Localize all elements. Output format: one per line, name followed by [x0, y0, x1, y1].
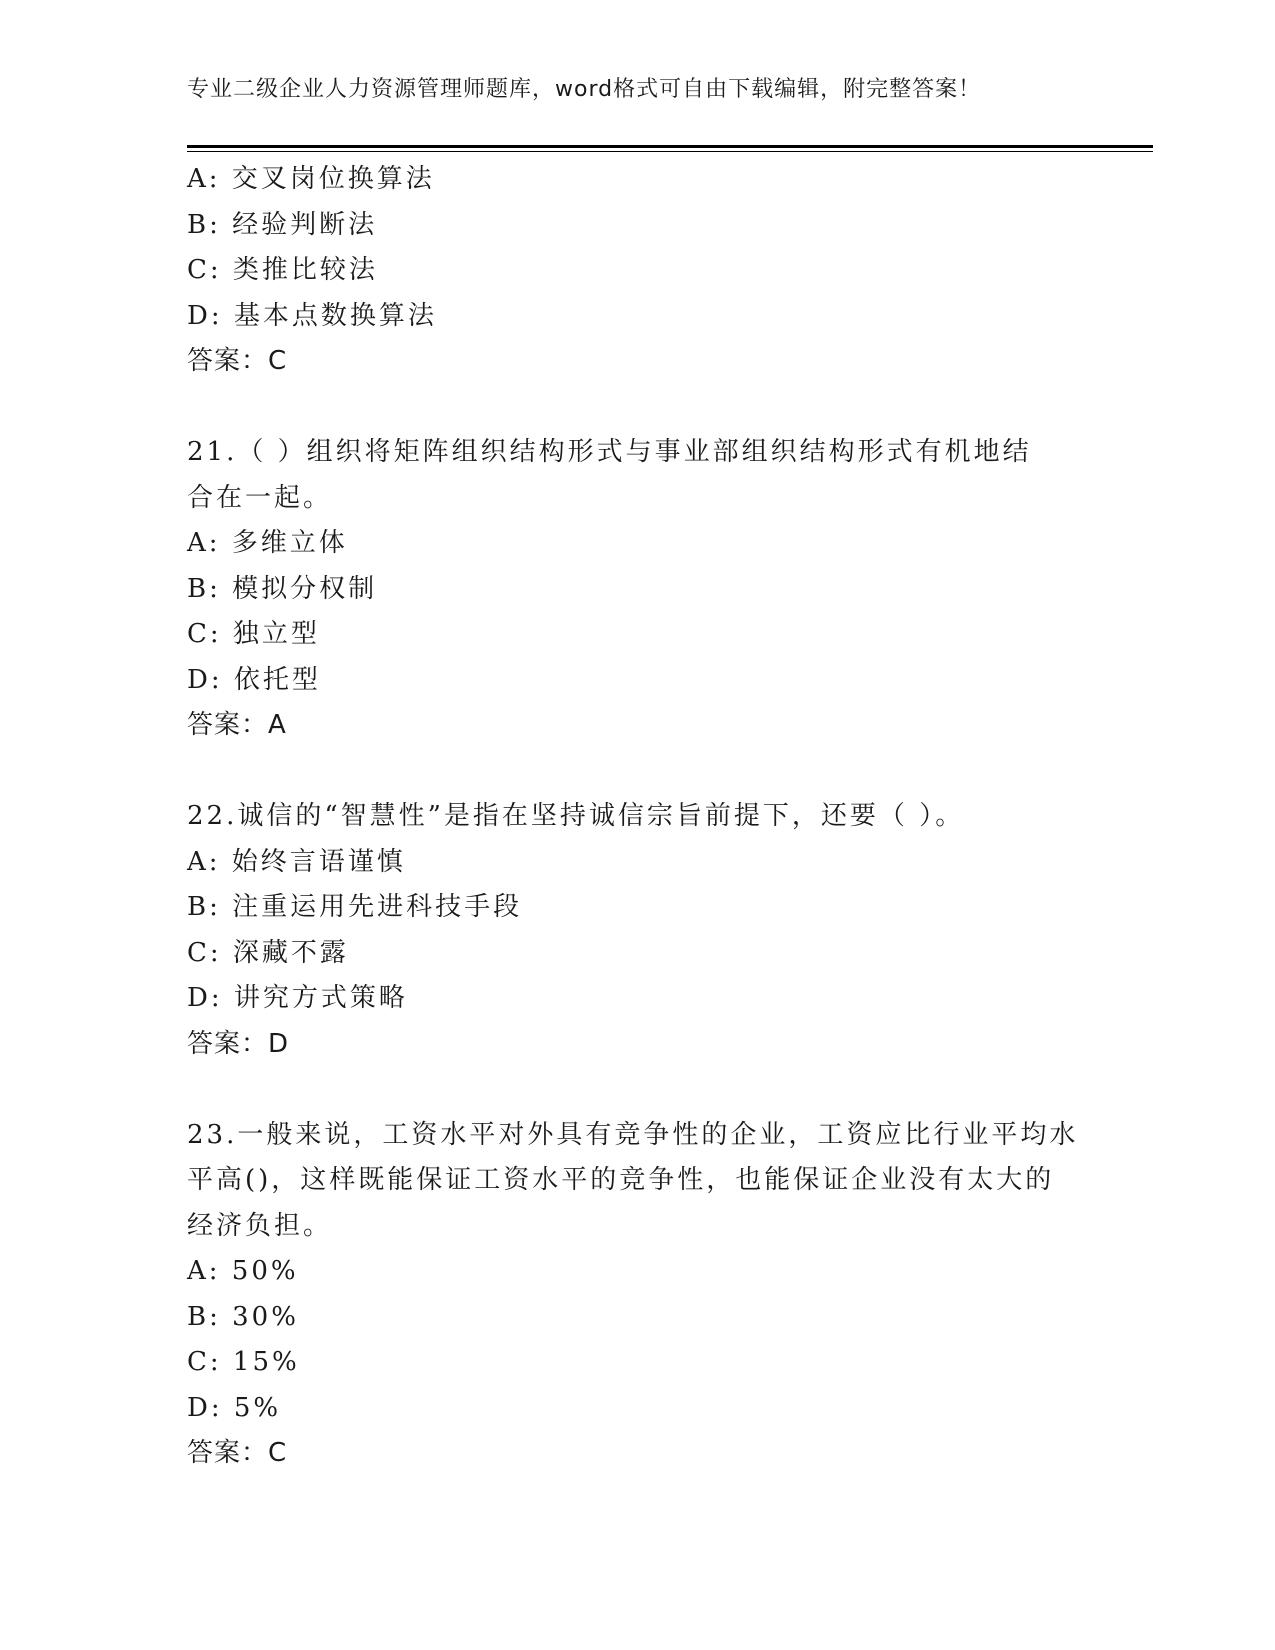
option-a: A: 50% — [187, 1256, 299, 1286]
option-d: D: 基本点数换算法 — [187, 300, 437, 331]
option-c: C: 15% — [187, 1347, 300, 1377]
answer-line: 答案：C — [187, 346, 288, 376]
option-b: B: 30% — [187, 1301, 299, 1332]
question-stem-line: 23.一般来说，工资水平对外具有竞争性的企业，工资应比行业平均水 — [187, 1119, 1079, 1150]
question-22 — [187, 794, 1087, 1067]
option-a: A: 多维立体 — [187, 528, 348, 558]
question-stem-line: 合在一起。 — [187, 482, 333, 513]
option-c: C: 深藏不露 — [187, 937, 349, 968]
answer-line: 答案：D — [187, 1028, 290, 1059]
option-c: C: 独立型 — [187, 619, 320, 649]
question-21 — [187, 430, 1087, 749]
option-a: A: 始终言语谨慎 — [187, 846, 406, 877]
option-a: A: 交叉岗位换算法 — [187, 164, 435, 194]
option-d: D: 讲究方式策略 — [187, 983, 408, 1013]
answer-line: 答案：A — [187, 710, 287, 740]
header-rule-thick — [187, 145, 1153, 148]
question-stem-line: 21.（ ）组织将矩阵组织结构形式与事业部组织结构形式有机地结 — [187, 437, 1032, 467]
option-d: D: 5% — [187, 1392, 282, 1423]
option-b: B: 经验判断法 — [187, 209, 378, 240]
page-header: 专业二级企业人力资源管理师题库，word格式可自由下载编辑，附完整答案！ — [187, 77, 982, 102]
question-stem-line: 经济负担。 — [187, 1210, 333, 1241]
option-b: B: 模拟分权制 — [187, 573, 378, 604]
header-rule-thin — [187, 151, 1153, 152]
option-b: B: 注重运用先进科技手段 — [187, 892, 523, 922]
spacer — [187, 385, 1087, 431]
answer-line: 答案：C — [187, 1438, 288, 1468]
prev-question-block — [187, 157, 1087, 385]
question-23 — [187, 1113, 1087, 1477]
question-stem-line: 22.诚信的“智慧性”是指在坚持诚信宗旨前提下，还要（ ）。 — [187, 801, 965, 831]
option-d: D: 依托型 — [187, 664, 321, 695]
spacer — [187, 749, 1087, 795]
question-content — [187, 157, 1087, 1477]
option-c: C: 类推比较法 — [187, 255, 378, 285]
spacer — [187, 1067, 1087, 1113]
question-stem-line: 平高()，这样既能保证工资水平的竞争性，也能保证企业没有太大的 — [187, 1165, 1055, 1195]
